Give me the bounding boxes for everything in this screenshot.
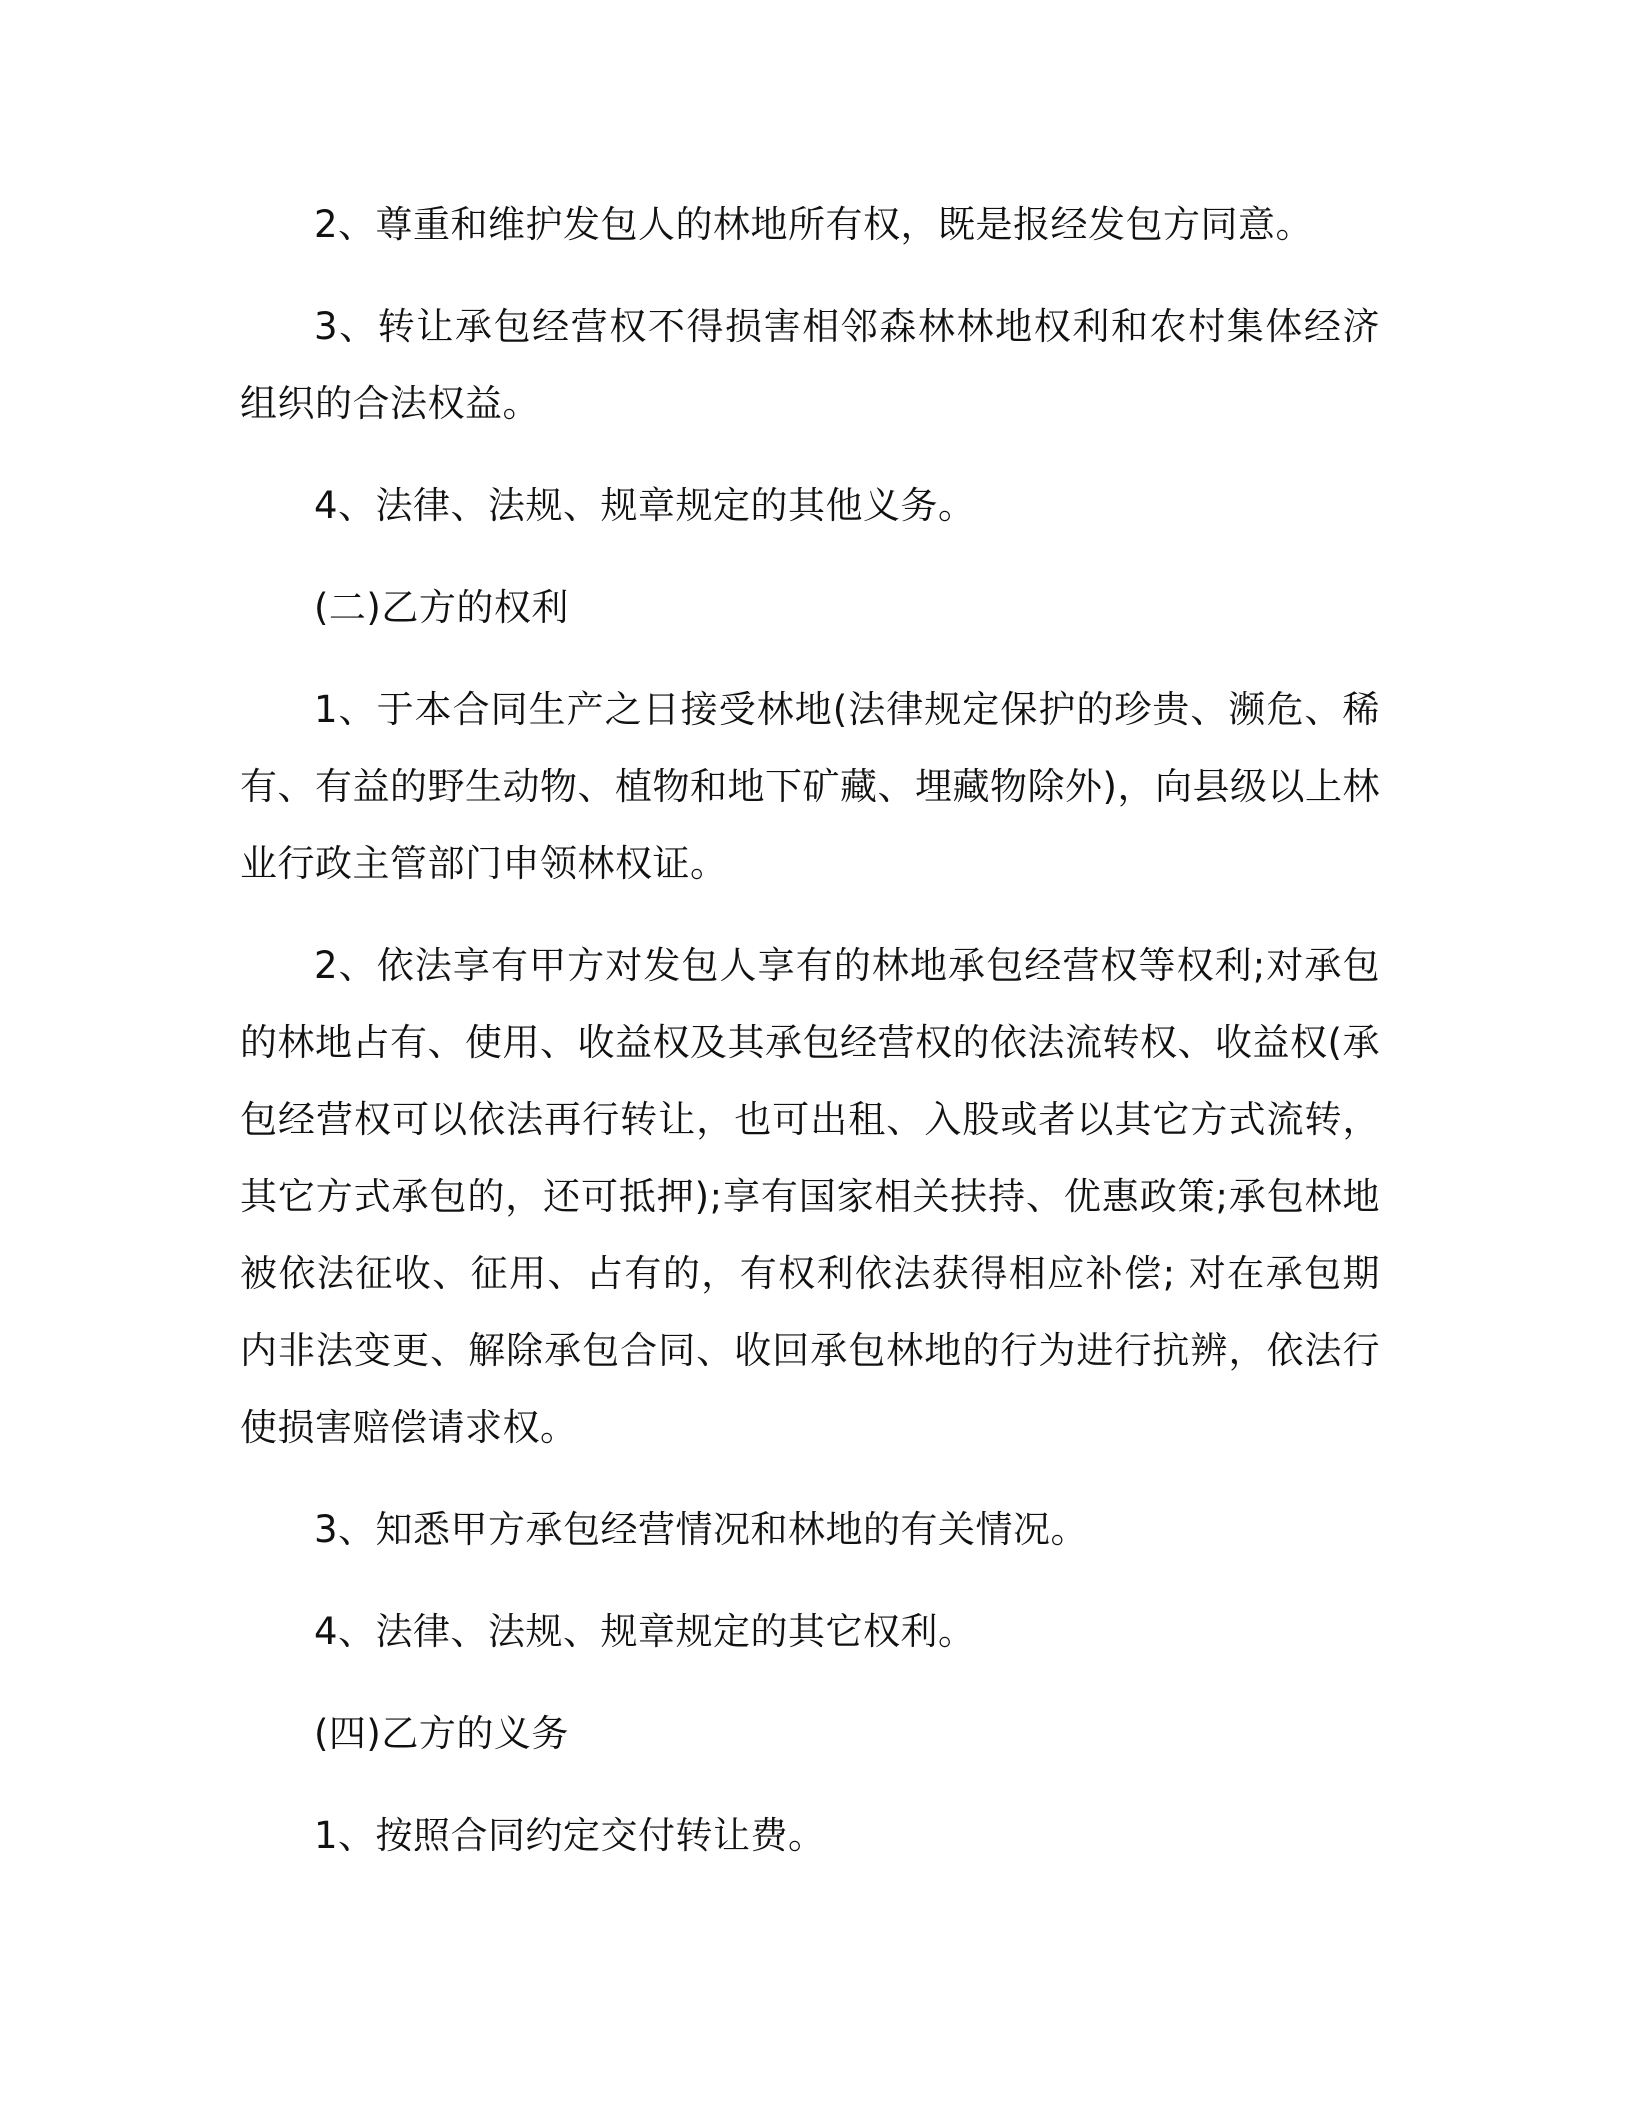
section-heading-party-b-rights: (二)乙方的权利 — [314, 586, 569, 629]
section-heading-party-b-obligations: (四)乙方的义务 — [314, 1712, 569, 1755]
document-page — [240, 186, 1380, 1874]
paragraph-obligation-4: 4、法律、法规、规章规定的其他义务。 — [314, 484, 976, 527]
paragraph-right-1: 1、于本合同生产之日接受林地(法律规定保护的珍贵、濒危、稀有、有益的野生动物、植物和地下矿藏、埋藏物除外)，向县级以上林业行政主管部门申领林权证。 — [240, 688, 1380, 885]
paragraph-right-2: 2、依法享有甲方对发包人享有的林地承包经营权等权利;对承包的林地占有、使用、收益权及其承包经营权的依法流转权、收益权(承包经营权可以依法再行转让，也可出租、入股或者以其它方式流转，其它方式承包的，还可抵押);享有国家相关扶持、优惠政策;承包林地被依法征收、征用、占有的，有权利依法获得相应补偿; 对在承包期内非法变更、解除承包合同、收回承包林地的行为进行抗辨，依法行使损害赔偿请求权。 — [240, 944, 1380, 1449]
paragraph-b-obligation-1: 1、按照合同约定交付转让费。 — [314, 1814, 826, 1857]
paragraph-obligation-2: 2、尊重和维护发包人的林地所有权，既是报经发包方同意。 — [314, 203, 1314, 246]
paragraph-obligation-3: 3、转让承包经营权不得损害相邻森林林地权利和农村集体经济组织的合法权益。 — [240, 305, 1380, 425]
paragraph-right-4: 4、法律、法规、规章规定的其它权利。 — [314, 1610, 976, 1653]
paragraph-right-3: 3、知悉甲方承包经营情况和林地的有关情况。 — [314, 1508, 1089, 1551]
